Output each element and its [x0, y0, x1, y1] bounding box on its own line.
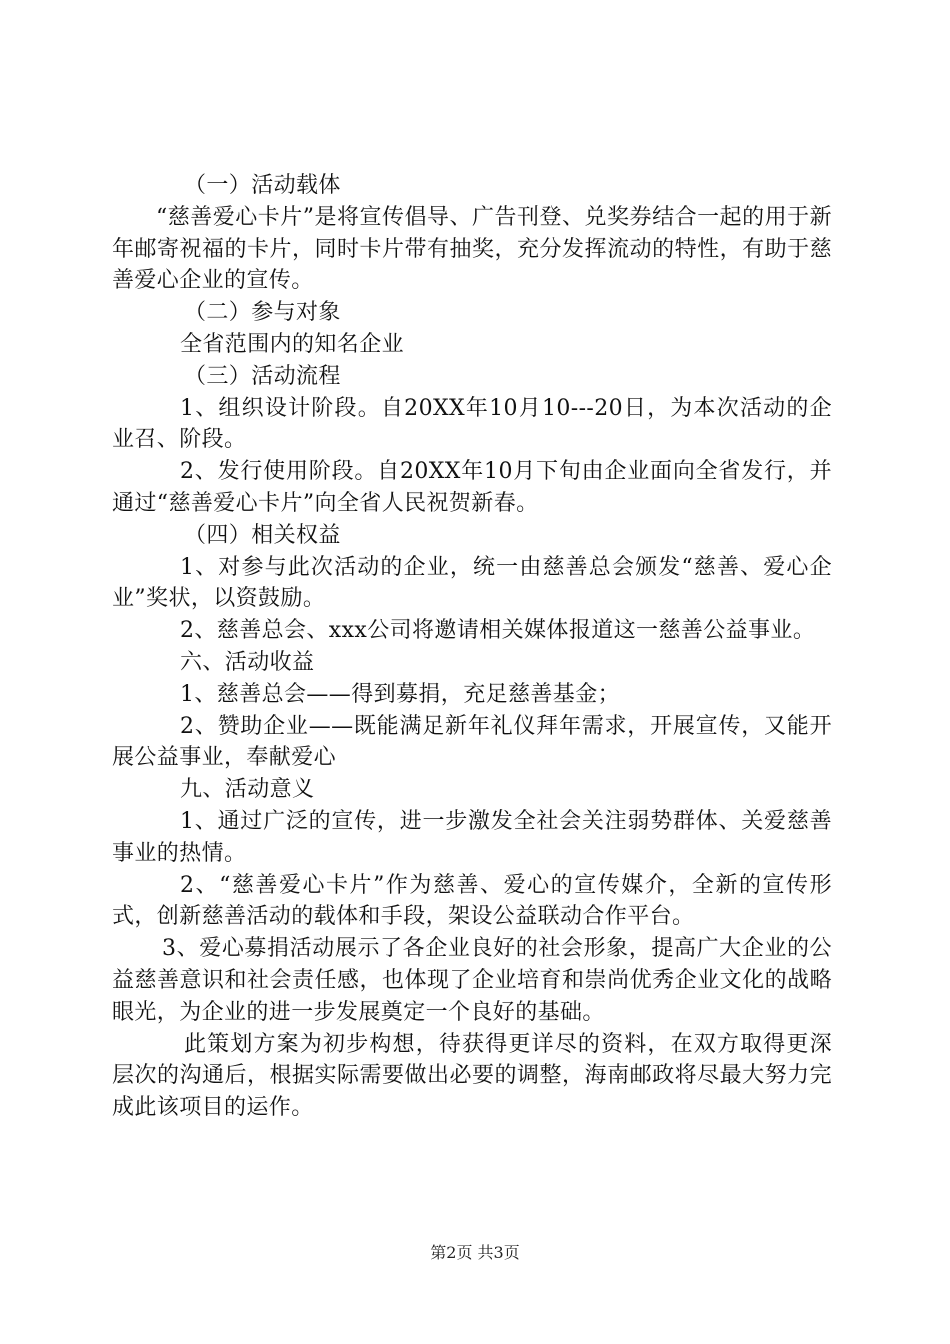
paragraph-16: 2、“慈善爱心卡片”作为慈善、爱心的宣传媒介，全新的宣传形式，创新慈善活动的载体和手段，架设公益联动合作平台。	[112, 872, 832, 930]
paragraph-5: （三）活动流程	[184, 363, 341, 389]
document-body	[112, 170, 832, 1124]
paragraph-17: 3、爱心募捐活动展示了各企业良好的社会形象，提高广大企业的公益慈善意识和社会责任感，也体现了企业培育和崇尚优秀企业文化的战略眼光，为企业的进一步发展奠定一个良好的基础。	[112, 936, 832, 1025]
paragraph-14: 九、活动意义	[180, 777, 315, 803]
paragraph-3: （二）参与对象	[184, 300, 341, 326]
paragraph-4: 全省范围内的知名企业	[180, 331, 405, 357]
page-footer	[0, 1242, 950, 1264]
paragraph-1: （一）活动载体	[184, 173, 341, 198]
paragraph-8: （四）相关权益	[184, 522, 341, 548]
paragraph-6: 1、组织设计阶段。自20XX年10月10---20日，为本次活动的企业召、阶段。	[112, 395, 832, 453]
paragraph-18: 此策划方案为初步构想，待获得更详尽的资料，在双方取得更深层次的沟通后，根据实际需要做出必要的调整，海南邮政将尽最大努力完成此该项目的运作。	[112, 1031, 832, 1121]
paragraph-15: 1、通过广泛的宣传，进一步激发全社会关注弱势群体、关爱慈善事业的热情。	[112, 808, 832, 866]
paragraph-11: 六、活动收益	[180, 649, 315, 675]
paragraph-10: 2、慈善总会、xxx公司将邀请相关媒体报道这一慈善公益事业。	[180, 618, 816, 644]
paragraph-13: 2、赞助企业——既能满足新年礼仪拜年需求，开展宣传，又能开展公益事业，奉献爱心	[112, 713, 832, 771]
paragraph-12: 1、慈善总会——得到募捐，充足慈善基金；	[180, 681, 620, 707]
page-number-label: 第2页 共3页	[430, 1243, 520, 1262]
paragraph-2: “慈善爱心卡片”是将宣传倡导、广告刊登、兑奖券结合一起的用于新年邮寄祝福的卡片，同时卡片带有抽奖，充分发挥流动的特性，有助于慈善爱心企业的宣传。	[112, 204, 832, 294]
paragraph-9: 1、对参与此次活动的企业，统一由慈善总会颁发“慈善、爱心企业”奖状，以资鼓励。	[112, 554, 832, 612]
paragraph-7: 2、发行使用阶段。自20XX年10月下旬由企业面向全省发行，并通过“慈善爱心卡片”向全省人民祝贺新春。	[112, 459, 832, 516]
